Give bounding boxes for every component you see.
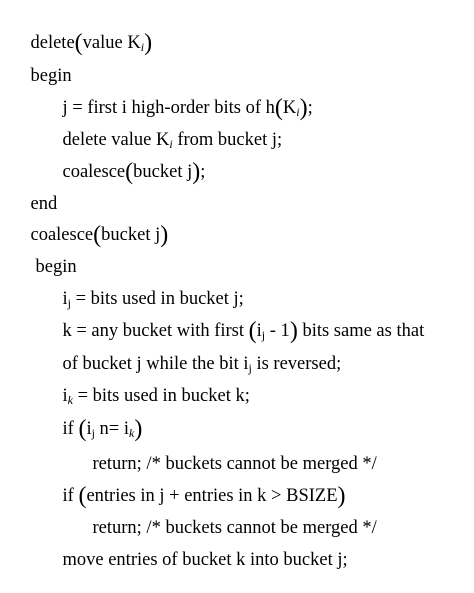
code-text: ; [307,98,313,118]
code-text: bucket j [133,162,193,182]
close-paren: ) [144,30,153,56]
code-text: begin [30,66,72,86]
subscript: k [129,426,135,440]
open-paren: ( [274,95,283,121]
subscript: j [248,361,252,375]
open-paren: ( [78,483,87,509]
code-line-coalesce-call [44,139,205,205]
open-paren: ( [125,159,134,185]
subscript: j [91,426,95,440]
code-text: ; [200,162,206,182]
code-text: j = first i high-order bits of h [62,98,275,118]
subscript: j [261,328,266,342]
close-paren: ) [160,222,169,248]
code-text: if [62,486,79,506]
code-text: value K [82,33,141,53]
code-text: move entries of bucket k into bucket j; [62,550,348,570]
subscript: j [67,296,71,310]
code-text: if [62,419,79,439]
subscript: i [296,105,300,119]
code-text: = bits used in bucket j; [70,289,244,309]
code-text: i [256,321,262,341]
close-paren: ) [337,483,346,509]
code-text: i [86,419,92,439]
code-text: of bucket j while the bit i [62,354,249,374]
close-paren: ) [289,318,298,344]
open-paren: ( [74,30,83,56]
code-line-move-entries [44,527,348,593]
open-paren: ( [93,222,102,248]
code-text: begin [35,257,77,277]
code-text: coalesce [30,225,94,245]
code-text: entries in j + entries in k > BSIZE [86,486,338,506]
code-text: delete [30,33,75,53]
code-text: coalesce [62,162,126,182]
code-text: = bits used in bucket k; [72,386,250,406]
code-text: end [30,194,58,214]
code-text: from bucket j; [172,130,283,150]
subscript: i [140,40,145,54]
code-text: i [62,386,68,406]
code-text: k = any bucket with first [62,321,249,341]
open-paren: ( [78,416,87,442]
code-text: i [62,289,68,309]
open-paren: ( [248,318,257,344]
code-text: is reversed; [251,354,342,374]
code-text: n= i [94,419,129,439]
subscript: k [67,393,73,407]
code-text: - 1 [265,321,290,341]
code-text: return; /* buckets cannot be merged */ [92,518,377,538]
code-text: return; /* buckets cannot be merged */ [92,454,377,474]
code-text: delete value K [62,130,170,150]
subscript: i [169,137,173,151]
close-paren: ) [299,95,308,121]
close-paren: ) [134,416,143,442]
code-text: bucket j [101,225,161,245]
code-text: bits same as that [297,321,425,341]
code-text: K [282,98,297,118]
close-paren: ) [192,159,201,185]
